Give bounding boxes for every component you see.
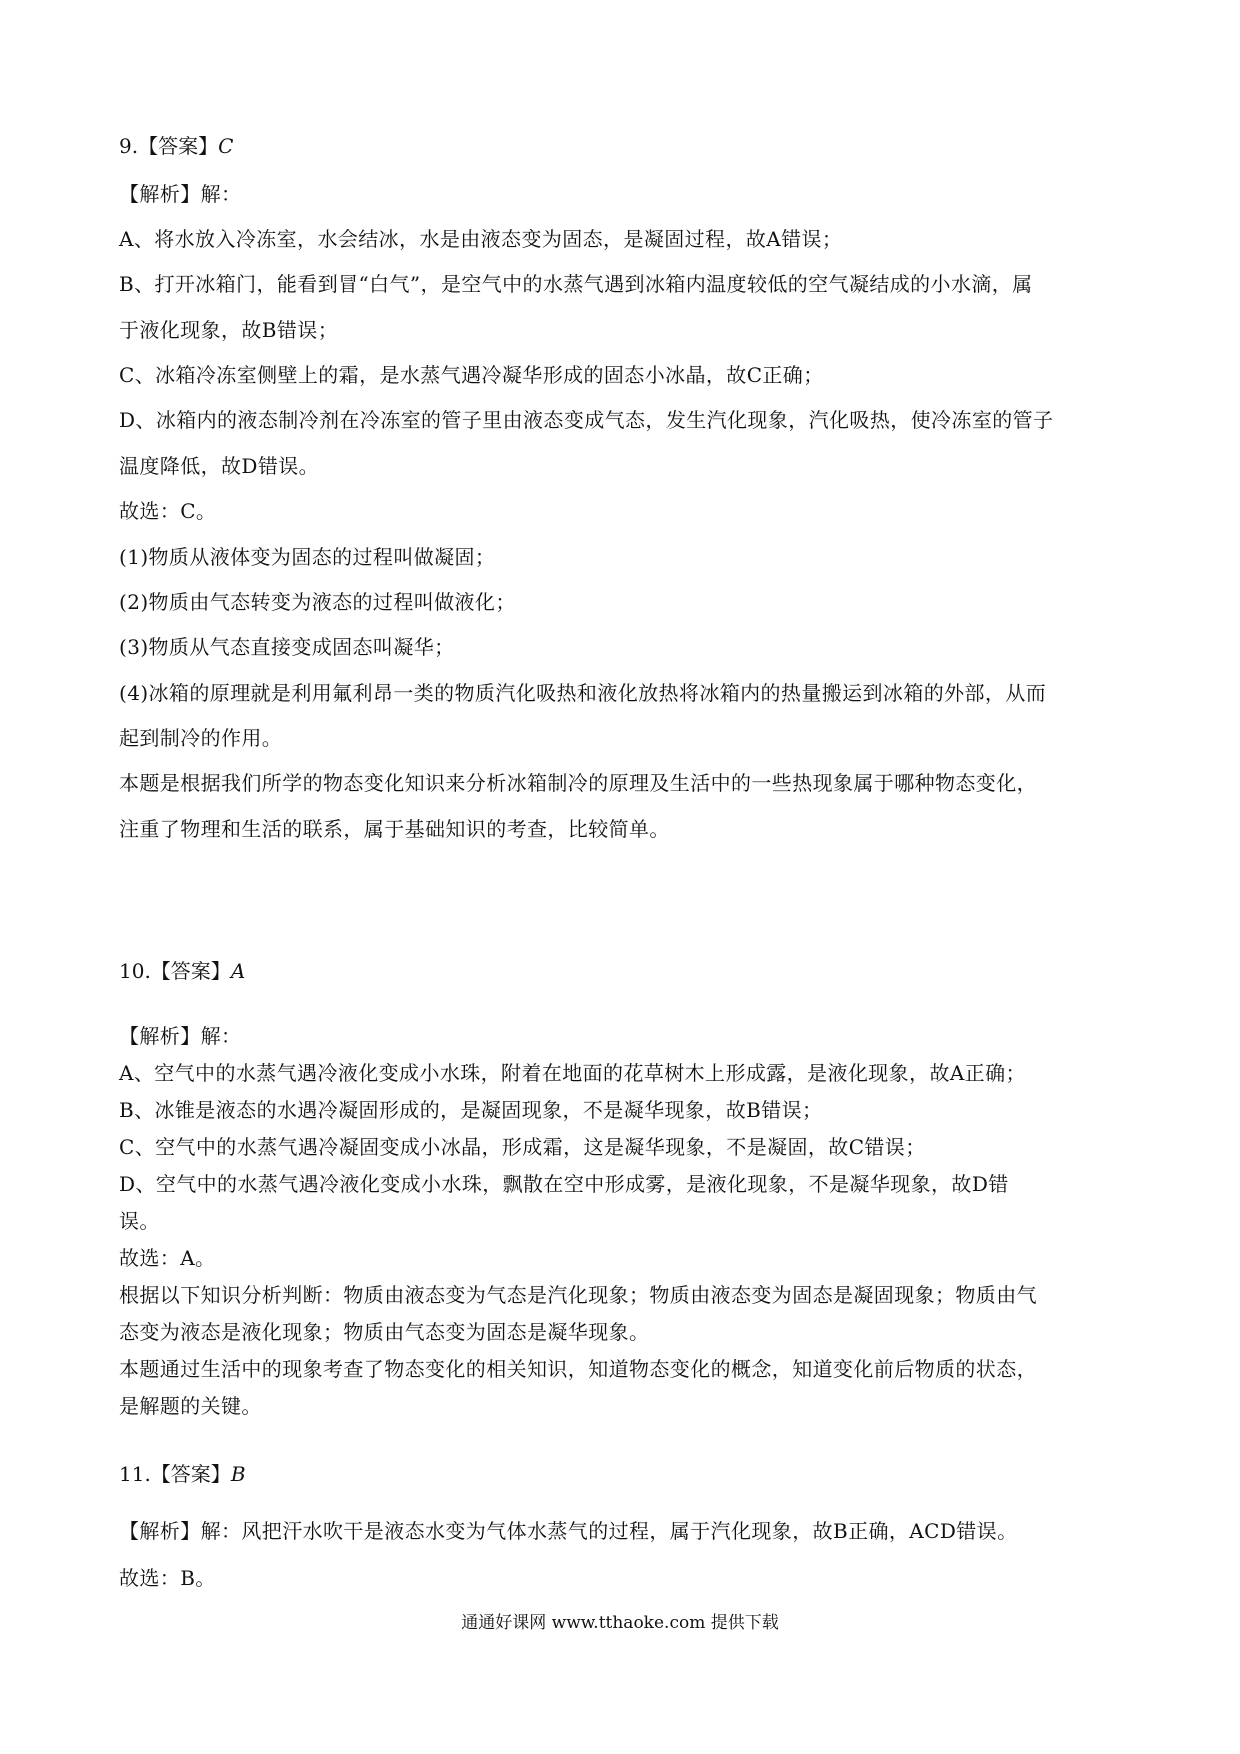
- q9-line-2: A、将水放入冷冻室，水会结冰，水是由液态变为固态，是凝固过程，故A错误；: [119, 227, 843, 251]
- question-9-label: 9.【答案】: [119, 134, 219, 158]
- q10-line-10: 本题通过生活中的现象考查了物态变化的相关知识，知道物态变化的概念，知道变化前后物质的状态，: [119, 1357, 1037, 1381]
- q9-line-8: 故选：C。: [119, 499, 217, 523]
- q10-line-4: C、空气中的水蒸气遇冷凝固变成小冰晶，形成霜，这是凝华现象，不是凝固，故C错误；: [119, 1135, 926, 1159]
- q9-line-10: (2)物质由气态转变为液态的过程叫做液化；: [119, 590, 516, 614]
- q9-line-5: C、冰箱冷冻室侧壁上的霜，是水蒸气遇冷凝华形成的固态小冰晶，故C正确；: [119, 363, 824, 387]
- question-11-label: 11.【答案】: [119, 1462, 231, 1486]
- q9-line-15: 注重了物理和生活的联系，属于基础知识的考查，比较简单。: [119, 817, 670, 841]
- q10-line-8: 根据以下知识分析判断：物质由液态变为气态是汽化现象；物质由液态变为固态是凝固现象；物质由气: [119, 1283, 1037, 1307]
- q10-line-1: 【解析】解：: [119, 1024, 242, 1048]
- q9-line-3: B、打开冰箱门，能看到冒“白气”，是空气中的水蒸气遇到冰箱内温度较低的空气凝结成的小水滴，属: [119, 272, 1033, 296]
- q9-line-4: 于液化现象，故B错误；: [119, 318, 339, 342]
- question-10-label: 10.【答案】: [119, 959, 231, 983]
- q10-line-7: 故选：A。: [119, 1246, 216, 1270]
- q10-line-6: 误。: [119, 1209, 160, 1233]
- q10-line-5: D、空气中的水蒸气遇冷液化变成小水珠，飘散在空中形成雾，是液化现象，不是凝华现象，故D错: [119, 1172, 1009, 1196]
- question-9-answer: C: [218, 134, 234, 158]
- question-11-header: [119, 1458, 246, 1487]
- q10-line-9: 态变为液态是液化现象；物质由气态变为固态是凝华现象。: [119, 1320, 650, 1344]
- footer-text: 通通好课网 www.tthaoke.com 提供下载: [461, 1613, 779, 1633]
- q9-line-14: 本题是根据我们所学的物态变化知识来分析冰箱制冷的原理及生活中的一些热现象属于哪种物态变化，: [119, 771, 1037, 795]
- q9-line-11: (3)物质从气态直接变成固态叫凝华；: [119, 635, 455, 659]
- question-10-answer: A: [230, 959, 246, 983]
- q9-line-7: 温度降低，故D错误。: [119, 454, 320, 478]
- question-11-answer: B: [230, 1462, 246, 1486]
- q11-line-1: 【解析】解：风把汗水吹干是液态水变为气体水蒸气的过程，属于汽化现象，故B正确，ACD错误。: [119, 1519, 1018, 1543]
- q9-line-1: 【解析】解：: [119, 182, 242, 206]
- question-9-header: [119, 130, 233, 159]
- q10-line-11: 是解题的关键。: [119, 1394, 262, 1418]
- q9-line-12: (4)冰箱的原理就是利用氟利昂一类的物质汽化吸热和液化放热将冰箱内的热量搬运到冰箱的外部，从而: [119, 681, 1047, 705]
- q10-line-2: A、空气中的水蒸气遇冷液化变成小水珠，附着在地面的花草树木上形成露，是液化现象，故A正确；: [119, 1061, 1026, 1085]
- q9-line-13: 起到制冷的作用。: [119, 726, 283, 750]
- q9-line-6: D、冰箱内的液态制冷剂在冷冻室的管子里由液态变成气态，发生汽化现象，汽化吸热，使冷冻室的管子: [119, 408, 1054, 432]
- question-10-header: [119, 955, 245, 984]
- q11-line-2: 故选：B。: [119, 1566, 216, 1590]
- q9-line-9: (1)物质从液体变为固态的过程叫做凝固；: [119, 545, 496, 569]
- q10-line-3: B、冰锥是液态的水遇冷凝固形成的，是凝固现象，不是凝华现象，故B错误；: [119, 1098, 823, 1122]
